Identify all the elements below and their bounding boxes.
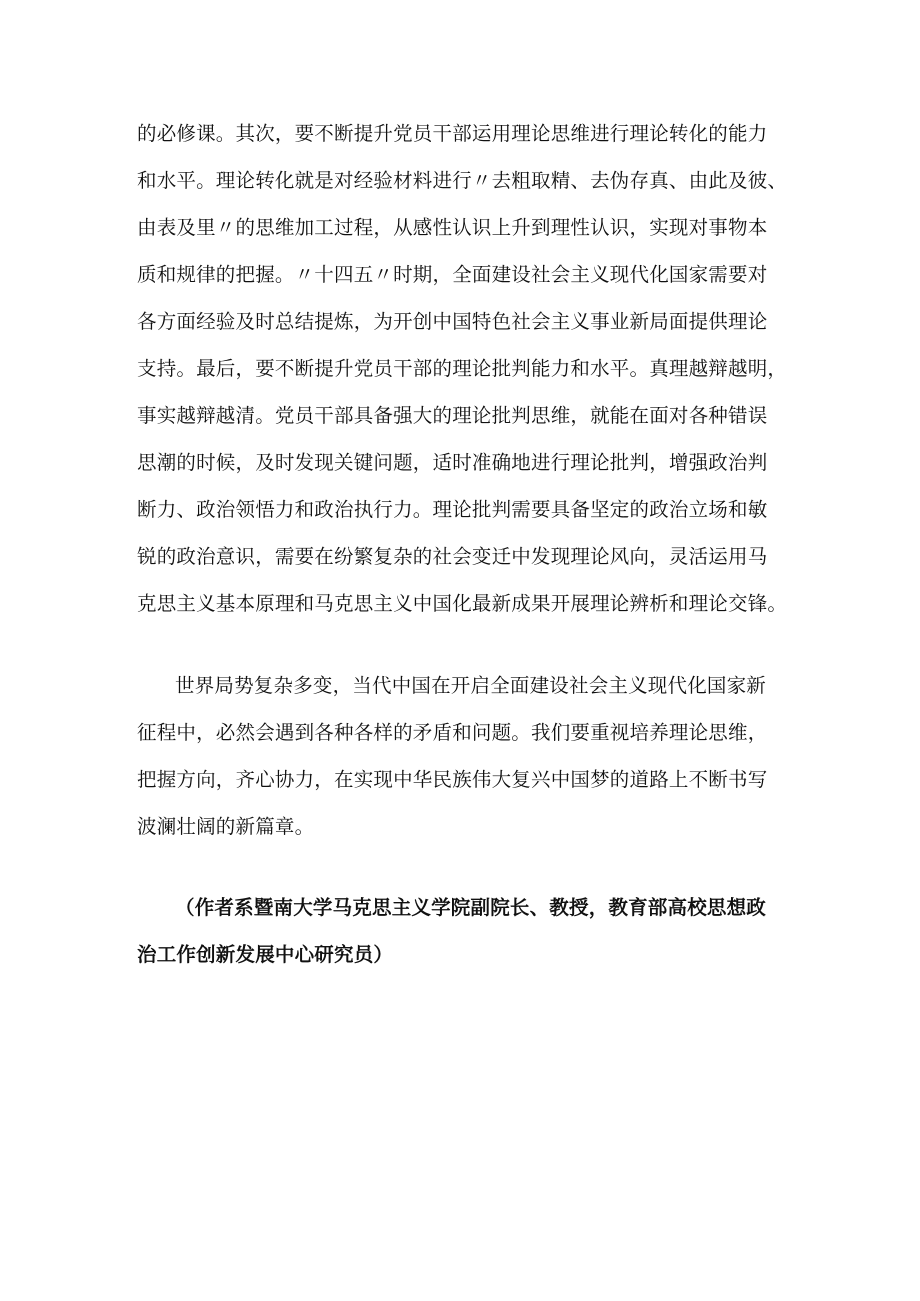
- text-line: 锐的政治意识，需要在纷繁复杂的社会变迁中发现理论风向，灵活运用马: [137, 545, 768, 568]
- text-line: 征程中，必然会遇到各种各样的矛盾和问题。我们要重视培养理论思维，: [137, 721, 768, 744]
- text-line: 的必修课。其次，要不断提升党员干部运用理论思维进行理论转化的能力: [137, 122, 768, 145]
- text-line: 支持。最后，要不断提升党员干部的理论批判能力和水平。真理越辩越明，: [137, 357, 788, 380]
- text-line: 质和规律的把握。〃十四五〃时期，全面建设社会主义现代化国家需要对: [137, 263, 768, 286]
- author-note-line: （作者系暨南大学马克思主义学院副院长、教授，教育部高校思想政: [175, 896, 767, 919]
- text-line: 思潮的时候，及时发现关键问题，适时准确地进行理论批判，增强政治判: [137, 451, 768, 474]
- author-note-line: 治工作创新发展中心研究员）: [137, 943, 394, 966]
- text-line: 由表及里〃的思维加工过程，从感性认识上升到理性认识，实现对事物本: [137, 216, 768, 239]
- text-line: 克思主义基本原理和马克思主义中国化最新成果开展理论辨析和理论交锋。: [137, 592, 788, 615]
- text-line: 波澜壮阔的新篇章。: [137, 815, 315, 838]
- text-line: 和水平。理论转化就是对经验材料进行〃去粗取精、去伪存真、由此及彼、: [137, 169, 788, 192]
- text-line: 事实越辩越清。党员干部具备强大的理论批判思维，就能在面对各种错误: [137, 404, 768, 427]
- text-line: 各方面经验及时总结提炼，为开创中国特色社会主义事业新局面提供理论: [137, 310, 768, 333]
- text-line: 世界局势复杂多变，当代中国在开启全面建设社会主义现代化国家新: [175, 674, 767, 697]
- text-line: 断力、政治领悟力和政治执行力。理论批判需要具备坚定的政治立场和敏: [137, 498, 768, 521]
- text-line: 把握方向，齐心协力，在实现中华民族伟大复兴中国梦的道路上不断书写: [137, 768, 768, 791]
